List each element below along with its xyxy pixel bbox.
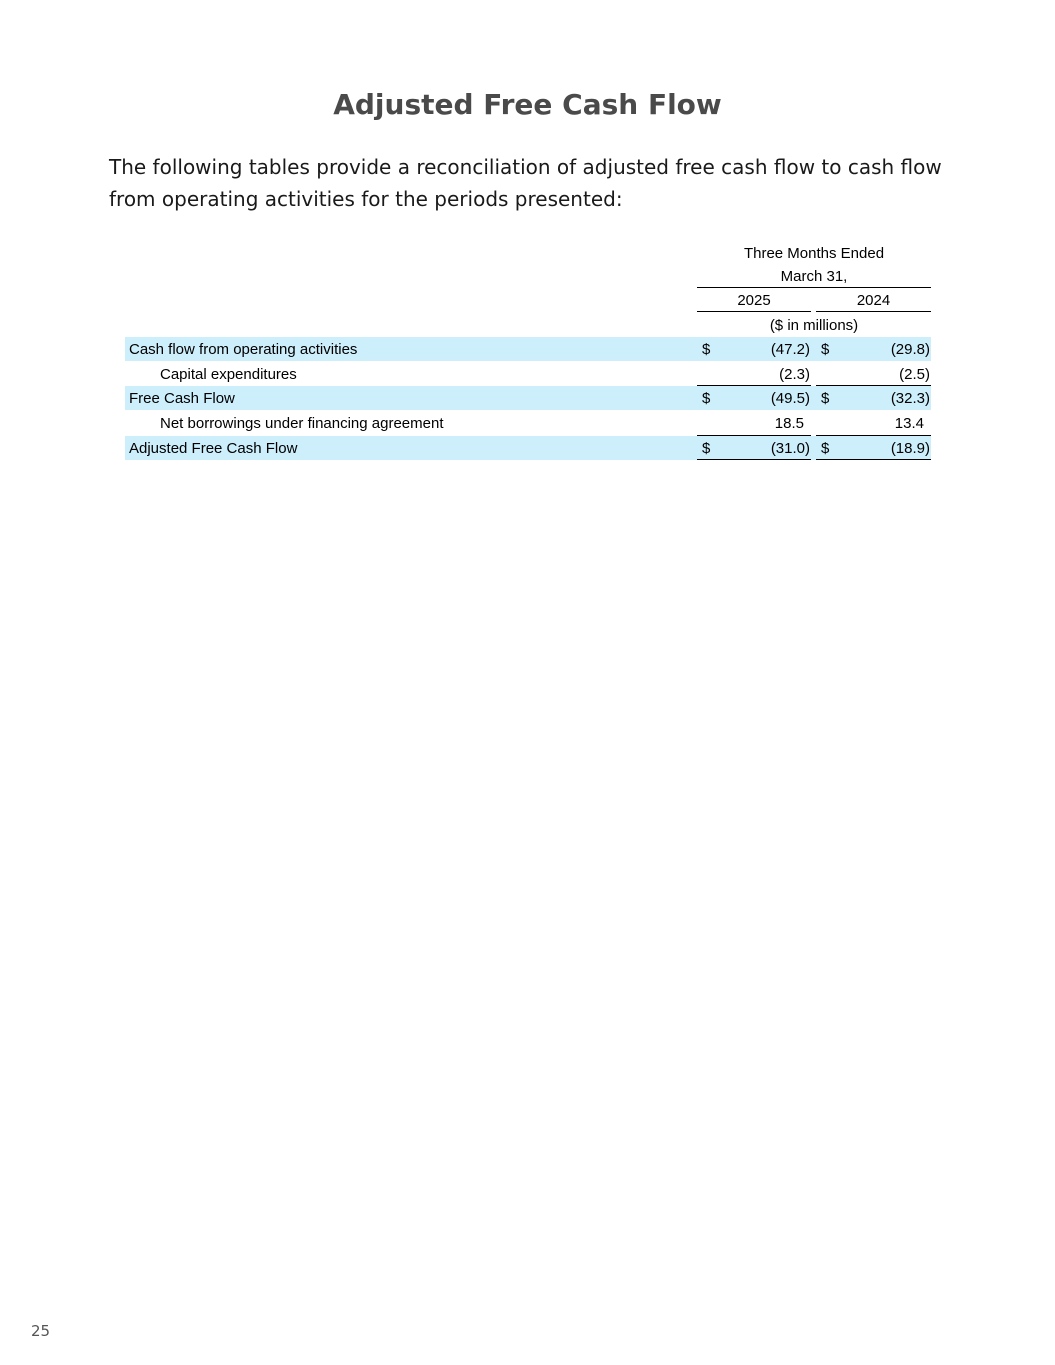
header-period: Three Months Ended xyxy=(743,245,885,262)
header-units: ($ in millions) xyxy=(769,317,859,334)
row-label-net-borrowings: Net borrowings under financing agreement xyxy=(160,415,444,432)
value-2024: (18.9) xyxy=(890,440,930,457)
year-2024-underline xyxy=(816,311,931,312)
currency-symbol: $ xyxy=(702,440,711,457)
page-number: 25 xyxy=(31,1322,51,1340)
row-label-adjusted-free-cash-flow: Adjusted Free Cash Flow xyxy=(129,440,298,457)
value-2024: (29.8) xyxy=(890,341,930,358)
row-label-operating-cash-flow: Cash flow from operating activities xyxy=(129,341,358,358)
page-title: Adjusted Free Cash Flow xyxy=(333,88,722,121)
row-label-free-cash-flow: Free Cash Flow xyxy=(129,390,235,407)
total-double-underline xyxy=(816,459,931,460)
row-label-capex: Capital expenditures xyxy=(160,366,297,383)
year-2025-underline xyxy=(697,311,811,312)
value-2025: (31.0) xyxy=(770,440,810,457)
reconciliation-table xyxy=(0,0,1055,470)
currency-symbol: $ xyxy=(821,341,830,358)
header-date: March 31, xyxy=(780,268,848,285)
row-band xyxy=(125,386,931,410)
value-2024: 13.4 xyxy=(894,415,924,432)
value-2024: (2.5) xyxy=(899,366,930,383)
value-2024: (32.3) xyxy=(890,390,930,407)
intro-paragraph: The following tables provide a reconciliation of adjusted free cash flow to cash flow from operating activities for the periods presented: xyxy=(109,155,942,211)
value-2025: 18.5 xyxy=(774,415,804,432)
value-2025: (47.2) xyxy=(770,341,810,358)
currency-symbol: $ xyxy=(821,390,830,407)
value-2025: (2.3) xyxy=(779,366,810,383)
header-underline xyxy=(697,287,931,288)
currency-symbol: $ xyxy=(702,341,711,358)
currency-symbol: $ xyxy=(702,390,711,407)
header-year-2024: 2024 xyxy=(856,292,891,309)
currency-symbol: $ xyxy=(821,440,830,457)
header-year-2025: 2025 xyxy=(737,292,771,309)
value-2025: (49.5) xyxy=(770,390,810,407)
total-double-underline xyxy=(697,459,811,460)
